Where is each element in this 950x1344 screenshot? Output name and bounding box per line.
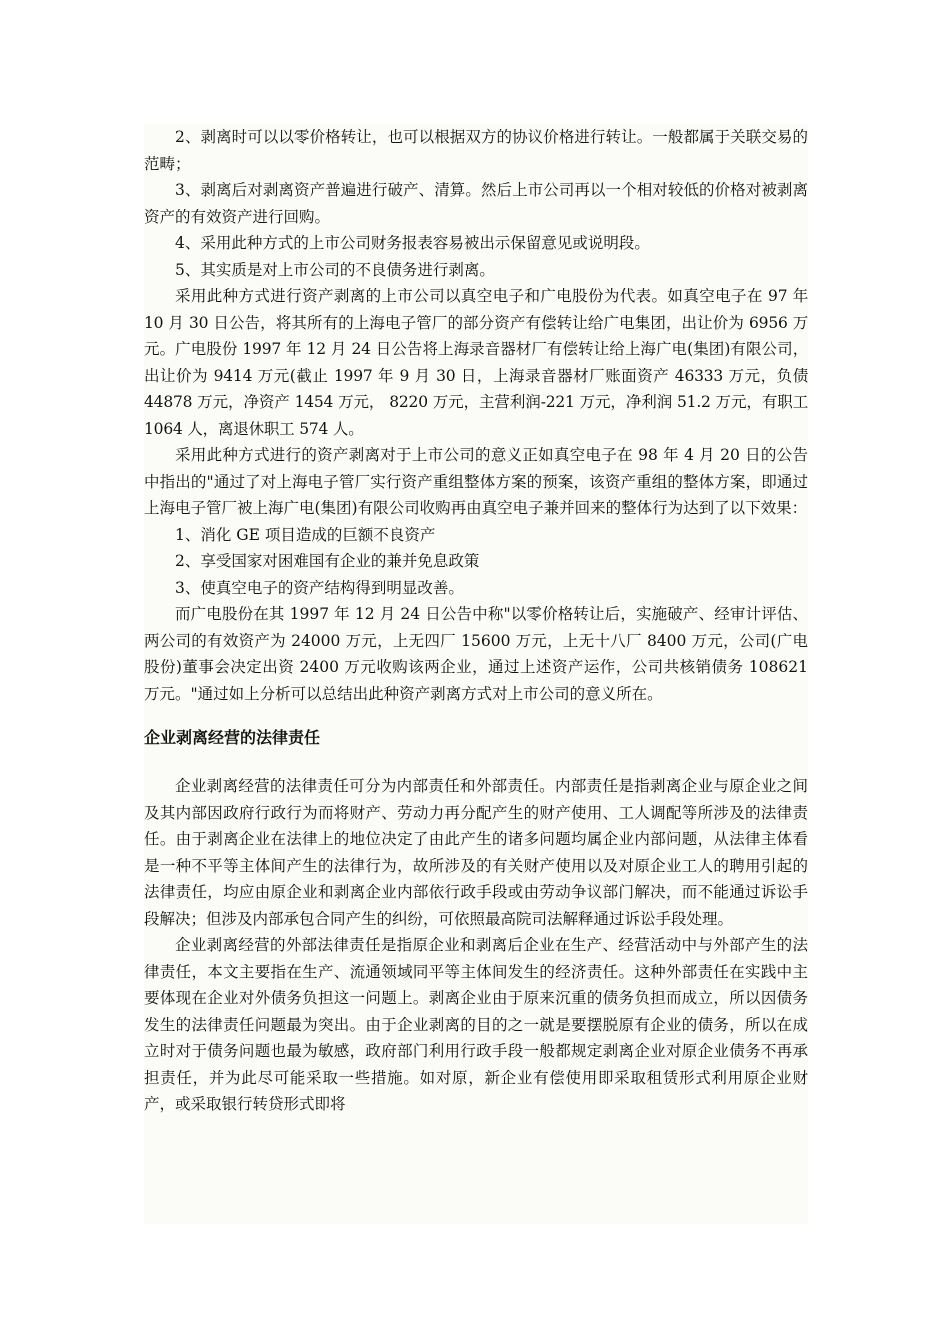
paragraph: 而广电股份在其 1997 年 12 月 24 日公告中称"以零价格转让后，实施破产、经审计评估、两公司的有效资产为 24000 万元，上无四厂 15600 万元，上无十八厂 8400 万元，公司(广电股份)董事会决定出资 2400 万元收购该两企业，通过上述资产运作，公司共核销债务 108621 万元。"通过如上分析可以总结出此种资产剥离方式对上市公司的意义所在。 <box>144 605 808 703</box>
section-heading: 企业剥离经营的法律责任 <box>144 728 321 747</box>
paragraph: 采用此种方式进行的资产剥离对于上市公司的意义正如真空电子在 98 年 4 月 20 日的公告中指出的"通过了对上海电子管厂实行资产重组整体方案的预案，该资产重组的整体方案，即通过上海电子管厂被上海广电(集团)有限公司收购再由真空电子兼并回来的整体行为达到了以下效果： <box>144 446 808 517</box>
paragraph: 4、采用此种方式的上市公司财务报表容易被出示保留意见或说明段。 <box>175 234 650 252</box>
paragraph: 采用此种方式进行资产剥离的上市公司以真空电子和广电股份为代表。如真空电子在 97 年 10 月 30 日公告，将其所有的上海电子管厂的部分资产有偿转让给广电集团，出让价为 6956 万元。广电股份 1997 年 12 月 24 日公告将上海录音器材厂有偿转让给上海广电(集团)有限公司，出让价为 9414 万元(截止 1997 年 9 月 30 日，上海录音器材厂账面资产 46333 万元，负债 44878 万元，净资产 1454 万元， 8220 万元，主营利润-221 万元，净利润 51.2 万元，有职工 1064 人，离退休职工 574 人。 <box>144 287 808 438</box>
paragraph: 3、剥离后对剥离资产普遍进行破产、清算。然后上市公司再以一个相对较低的价格对被剥离资产的有效资产进行回购。 <box>144 181 808 226</box>
paragraph: 5、其实质是对上市公司的不良债务进行剥离。 <box>175 260 495 279</box>
paragraph: 企业剥离经营的法律责任可分为内部责任和外部责任。内部责任是指剥离企业与原企业之间及其内部因政府行政行为而将财产、劳动力再分配产生的财产使用、工人调配等所涉及的法律责任。由于剥离企业在法律上的地位决定了由此产生的诸多问题均属企业内部问题，从法律主体看是一种不平等主体间产生的法律行为，故所涉及的有关财产使用以及对原企业工人的聘用引起的法律责任，均应由原企业和剥离企业内部依行政手段或由劳动争议部门解决，而不能通过诉讼手段解决；但涉及内部承包合同产生的纠纷，可依照最高院司法解释通过诉讼手段处理。 <box>144 777 808 928</box>
paragraph: 1、消化 GE 项目造成的巨额不良资产 <box>175 525 436 544</box>
paragraph: 2、剥离时可以以零价格转让，也可以根据双方的协议价格进行转让。一般都属于关联交易的范畴； <box>144 128 808 173</box>
document-body <box>144 124 808 1224</box>
paragraph: 3、使真空电子的资产结构得到明显改善。 <box>175 578 464 597</box>
paragraph: 企业剥离经营的外部法律责任是指原企业和剥离后企业在生产、经营活动中与外部产生的法律责任，本文主要指在生产、流通领域同平等主体间发生的经济责任。这种外部责任在实践中主要体现在企业对外债务负担这一问题上。剥离企业由于原来沉重的债务负担而成立，所以因债务发生的法律责任问题最为突出。由于企业剥离的目的之一就是要摆脱原有企业的债务，所以在成立时对于债务问题也最为敏感，政府部门利用行政手段一般都规定剥离企业对原企业债务不再承担责任，并为此尽可能采取一些措施。如对原，新企业有偿使用即采取租赁形式利用原企业财产，或采取银行转贷形式即将 <box>144 936 808 1113</box>
paragraph: 2、享受国家对困难国有企业的兼并免息政策 <box>175 552 480 570</box>
